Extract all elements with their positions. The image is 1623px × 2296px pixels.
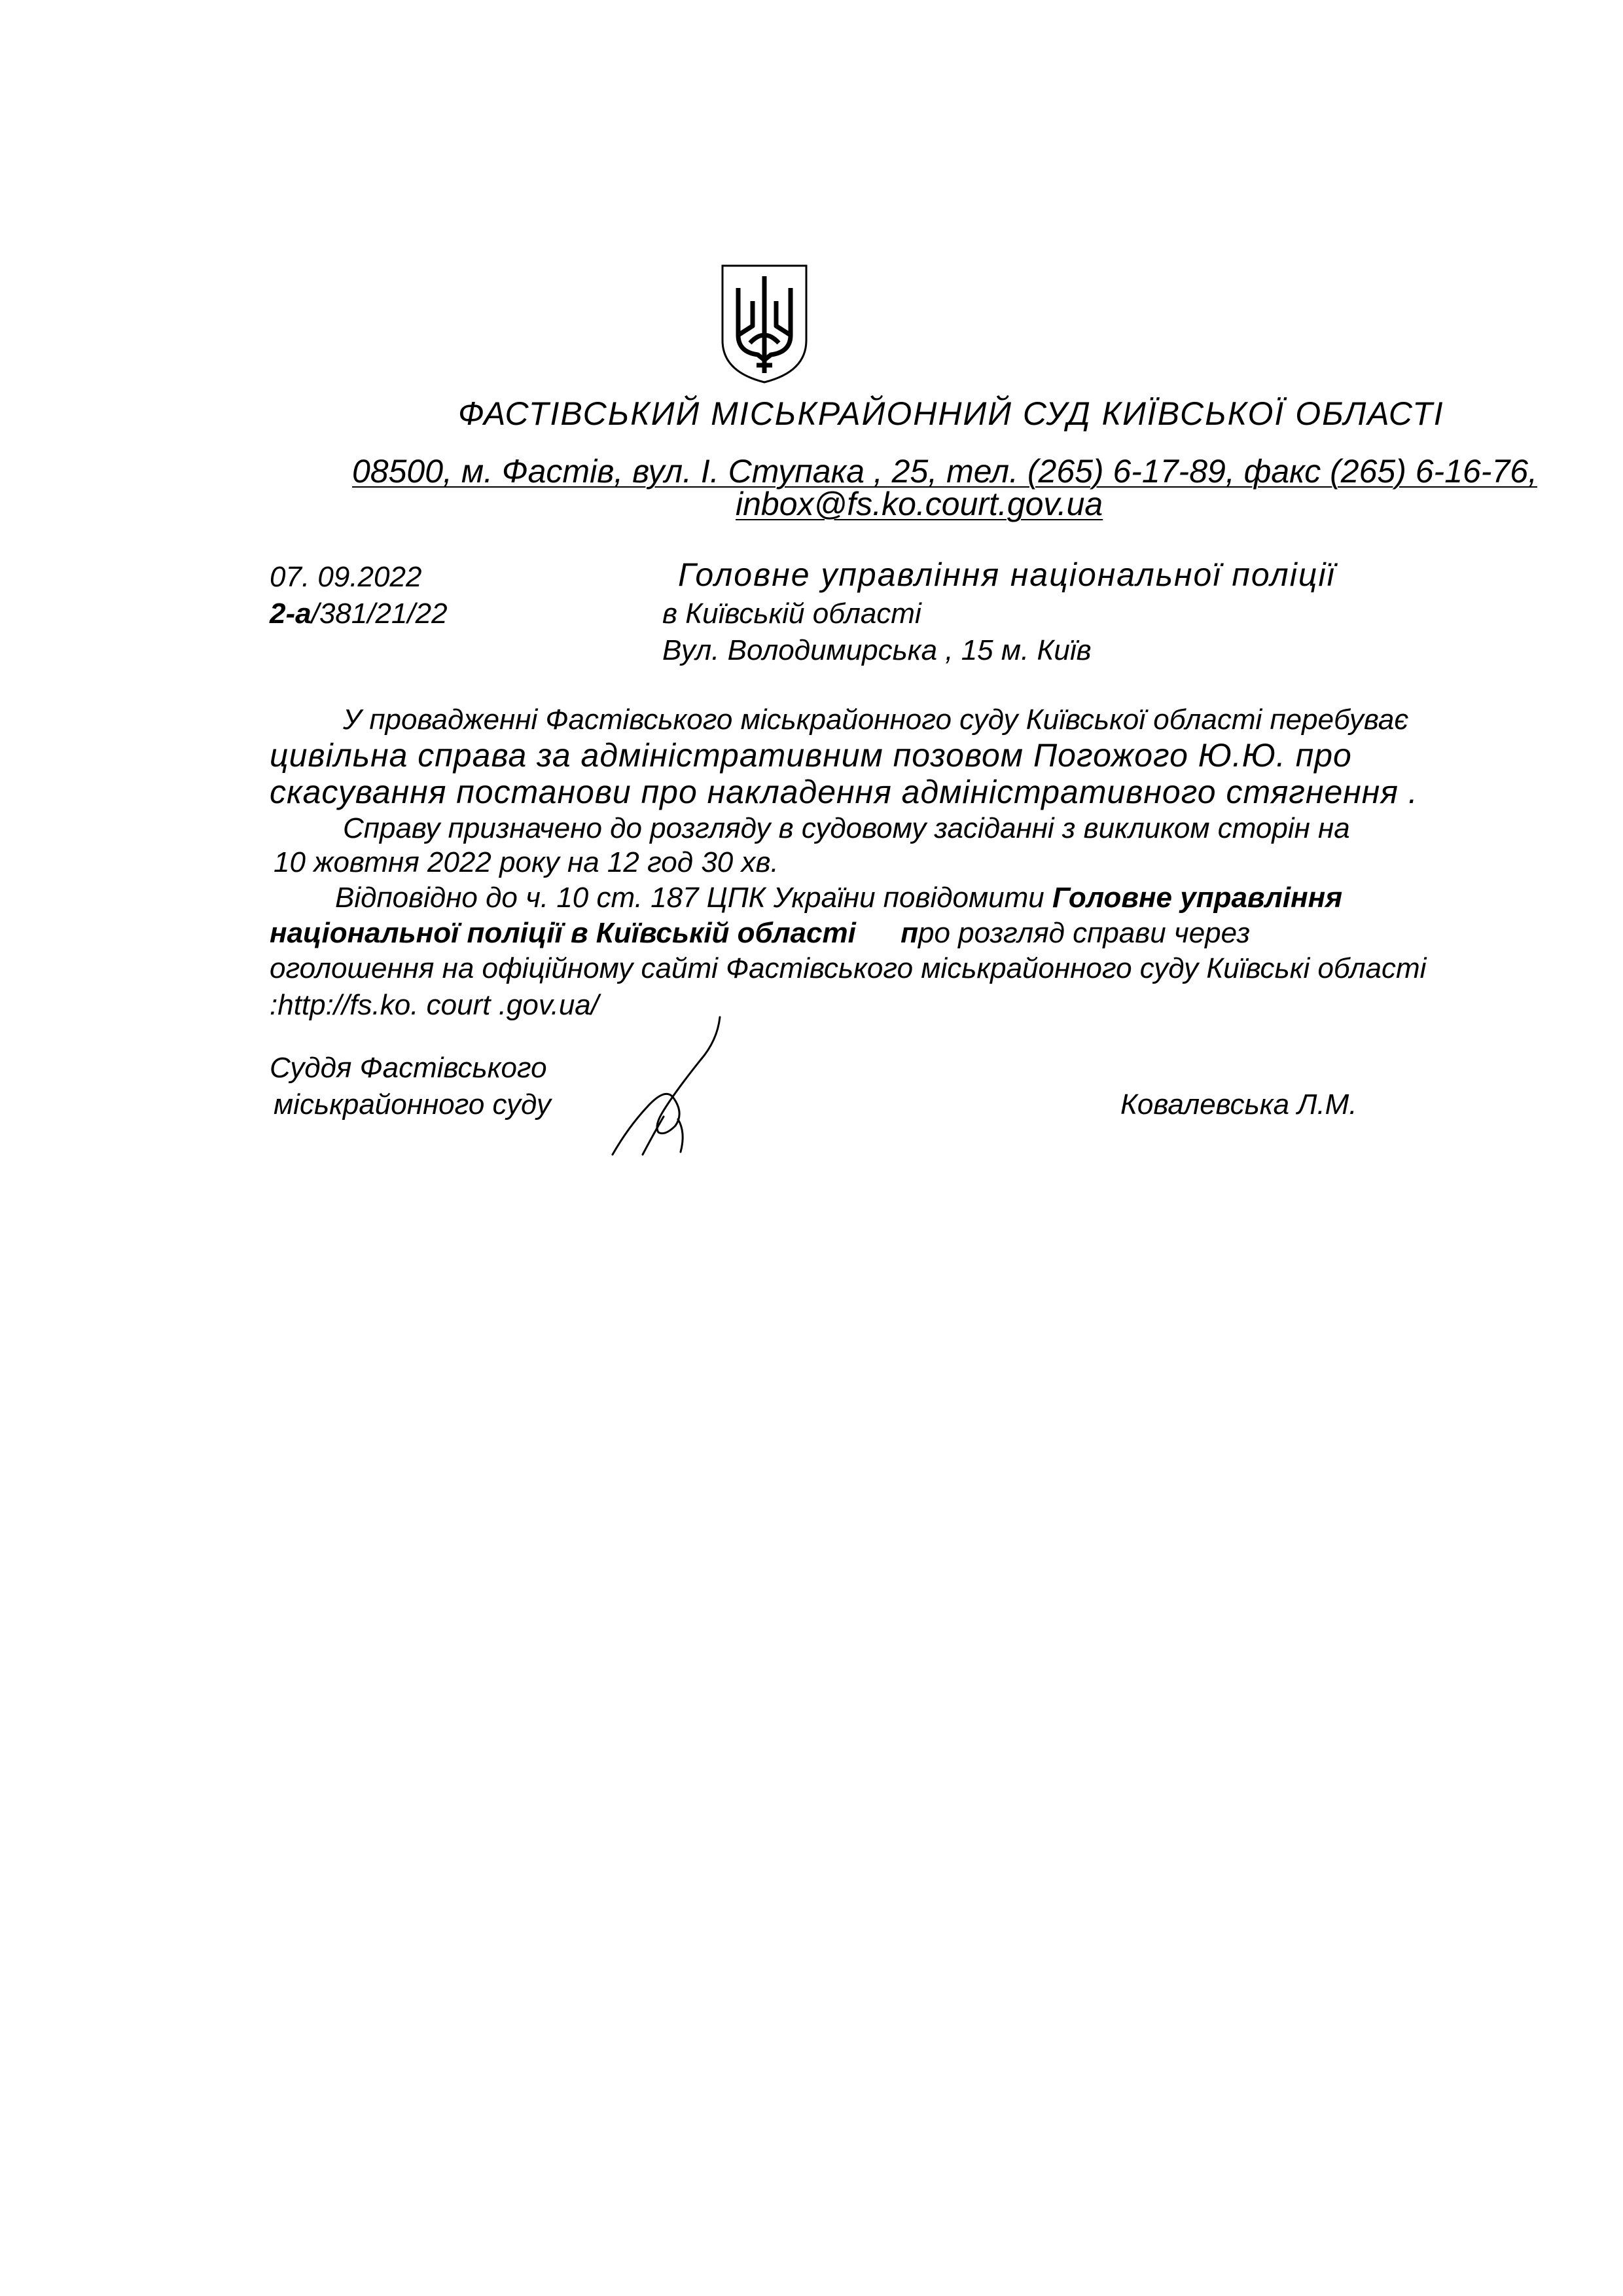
recipient-region: в Київській області (662, 598, 921, 630)
body-p3-line2-bold: національної поліції в Київській області (270, 917, 856, 949)
body-p3-line2-text: ро розгляд справи через (918, 917, 1251, 949)
body-p1-line2: цивільна справа за адміністративним позовом Погожого Ю.Ю. про (270, 737, 1352, 774)
letter-date: 07. 09.2022 (270, 561, 422, 593)
signatory-name: Ковалевська Л.М. (1120, 1088, 1357, 1121)
handwritten-signature (602, 1014, 733, 1158)
recipient-address: Вул. Володимирська , 15 м. Київ (662, 634, 1092, 666)
court-email: inbox@fs.ko.court.gov.ua (736, 486, 1103, 522)
recipient-name: Головне управління національної поліції (678, 556, 1336, 593)
body-p1-line3: скасування постанови про накладення адміністративного стягнення . (270, 774, 1418, 810)
signatory-title-line2: міськрайонного суду (274, 1088, 551, 1121)
trident-emblem (719, 262, 810, 386)
court-name: ФАСТІВСЬКИЙ МІСЬКРАЙОННИЙ СУД КИЇВСЬКОЇ ОБЛАСТІ (458, 395, 1444, 432)
body-p3-line3: оголошення на офіційному сайті Фастівського міськрайонного суду Київські області (270, 952, 1427, 984)
body-p3-line4: :http://fs.ko. court .gov.ua/ (270, 989, 599, 1021)
case-number (270, 596, 448, 632)
case-number-prefix: 2-а (270, 598, 312, 630)
body-p1-line1: У провадженні Фастівського міськрайонного суду Київської області перебуває (343, 704, 1409, 736)
body-p3-line1-text: Відповідно до ч. 10 ст. 187 ЦПК України повідомити (335, 882, 1044, 914)
body-p3-line2-bold-letter: п (901, 917, 918, 949)
body-p3-line1-bold: Головне управління (1052, 882, 1343, 914)
case-number-suffix: /381/21/22 (311, 598, 448, 630)
body-p2-line2: 10 жовтня 2022 року на 12 год 30 хв. (274, 846, 779, 878)
body-p2-line1: Справу призначено до розгляду в судовому засіданні з викликом сторін на (343, 812, 1350, 844)
signatory-title-line1: Суддя Фастівського (270, 1052, 547, 1084)
court-address: 08500, м. Фастів, вул. І. Ступака , 25, тел. (265) 6-17-89, факс (265) 6-16-76, (352, 453, 1537, 490)
body-p3-line1 (335, 880, 1342, 916)
body-p3-line2 (270, 915, 1250, 952)
